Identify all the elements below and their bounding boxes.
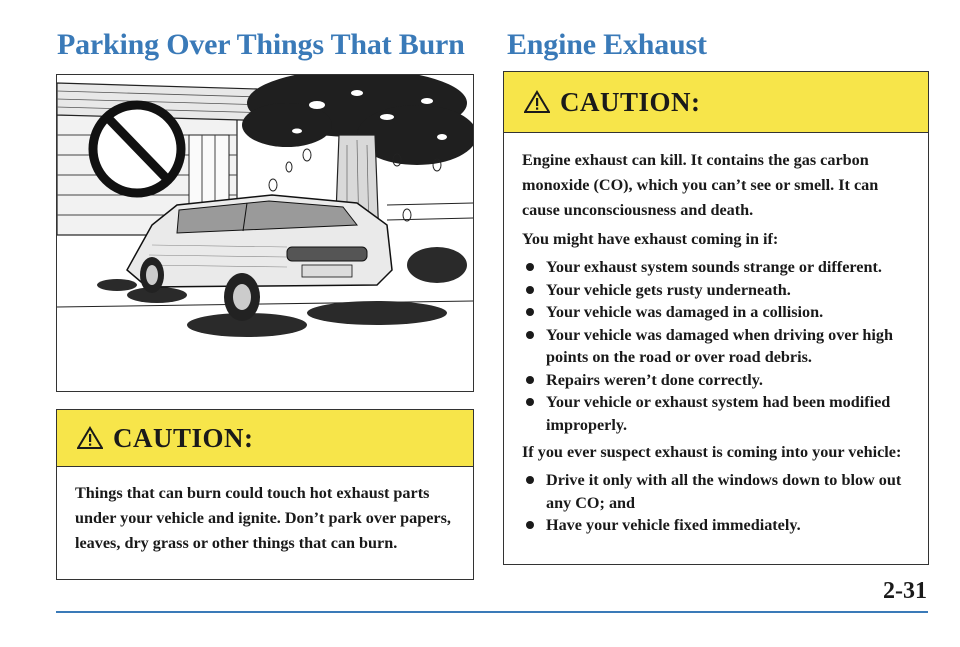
- list-item: Have your vehicle fixed immediately.: [522, 514, 910, 537]
- list-item: Your exhaust system sounds strange or different.: [522, 256, 910, 279]
- section-heading-parking: Parking Over Things That Burn: [57, 28, 465, 61]
- actions-list: [522, 469, 910, 537]
- warning-triangle-icon: [524, 90, 550, 114]
- caution-box-exhaust: [503, 71, 929, 565]
- caution-text: Things that can burn could touch hot exhaust parts under your vehicle and ignite. Don’t park over papers, leaves, dry grass or other things that can burn.: [75, 484, 451, 552]
- conditions-list: [522, 256, 910, 436]
- warning-triangle-icon: [77, 426, 103, 450]
- caution-title: CAUTION:: [113, 422, 254, 453]
- list-item: Your vehicle was damaged in a collision.: [522, 301, 910, 324]
- caution-intro: Engine exhaust can kill. It contains the gas carbon monoxide (CO), which you can’t see or smell. It can cause unconsciousness and death.: [522, 151, 879, 219]
- section-heading-exhaust: Engine Exhaust: [507, 28, 707, 61]
- caution-box-parking: [56, 409, 474, 580]
- suspect-lead-in: If you ever suspect exhaust is coming into your vehicle:: [522, 443, 902, 461]
- list-item: Your vehicle was damaged when driving over high points on the road or over road debris.: [522, 324, 910, 369]
- caution-title: CAUTION:: [560, 86, 701, 117]
- conditions-lead-in: You might have exhaust coming in if:: [522, 230, 779, 248]
- list-item: Your vehicle or exhaust system had been modified improperly.: [522, 391, 910, 436]
- caution-header: [57, 410, 473, 467]
- footer-rule: [56, 611, 928, 613]
- car-parked-over-leaves-illustration: [57, 75, 473, 391]
- page-number: 2-31: [883, 578, 927, 604]
- list-item: Repairs weren’t done correctly.: [522, 369, 910, 392]
- caution-header: [504, 72, 928, 133]
- parking-illustration: [56, 74, 474, 392]
- list-item: Drive it only with all the windows down to blow out any CO; and: [522, 469, 910, 514]
- prohibited-icon: [93, 105, 181, 193]
- list-item: Your vehicle gets rusty underneath.: [522, 279, 910, 302]
